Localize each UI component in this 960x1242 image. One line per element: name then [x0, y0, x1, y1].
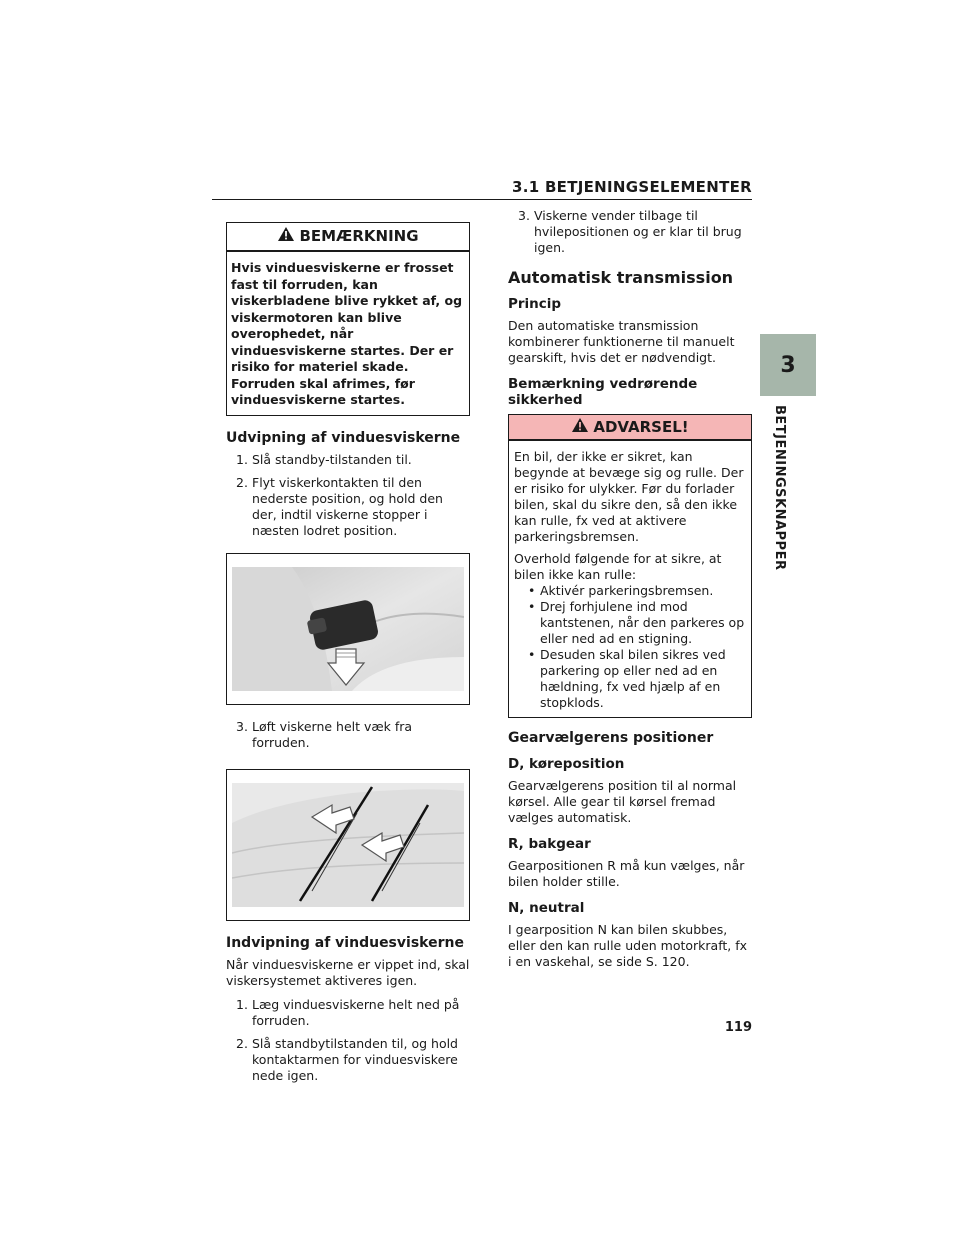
warning-box [508, 414, 752, 718]
fold-out-steps-continued [226, 719, 470, 751]
fold-in-intro: Når vinduesviskerne er vippet ind, skal viskersystemet aktiveres igen. [226, 956, 470, 988]
section-title: 3.1 BETJENINGSELEMENTER [511, 178, 752, 196]
warning-paragraph: En bil, der ikke er sikret, kan begynde at bevæge sig og rulle. Der er risiko for ulykker. Før du forlader bilen, skal du sikre den, så den ikke kan rulle, fx ved at aktivere parkeringsbremsen. [514, 449, 744, 544]
automatic-transmission-heading: Automatisk transmission [508, 268, 734, 287]
notice-title: BEMÆRKNING [299, 226, 419, 245]
neutral-text: I gearposition N kan bilen skubbes, eller den kan rulle uden motorkraft, fx i en vaskehal, se side S. 120. [508, 922, 748, 969]
notice-box [226, 222, 470, 416]
list-item: 1. Læg vinduesviskerne helt ned på forruden. [236, 996, 460, 1028]
list-item: • Drej forhjulene ind mod kantstenen, når den parkeres op eller ned ad en stigning. [514, 599, 746, 647]
right-column [508, 208, 752, 978]
warning-header [509, 415, 751, 441]
chapter-tab [760, 334, 816, 396]
warning-triangle-icon [277, 226, 295, 245]
drive-heading: D, køreposition [508, 756, 625, 772]
chapter-name: BETJENINGSKNAPPER [772, 405, 787, 571]
fold-out-steps [226, 452, 470, 539]
notice-body: Hvis vinduesviskerne er frosset fast til forruden, kan viskerbladene blive rykket af, og viskermotoren kan blive overophedet, når vinduesviskerne startes. Der er risiko for materiel skade. Forruden skal afrimes, før vinduesviskerne startes. [231, 260, 463, 407]
list-item: 3. Viskerne vender tilbage til hvilepositionen og er klar til brug igen. [518, 208, 742, 255]
warning-paragraph: Overhold følgende for at sikre, at bilen ikke kan rulle: [514, 551, 722, 582]
list-item: • Aktivér parkeringsbremsen. [514, 583, 746, 599]
warning-body [509, 441, 751, 717]
list-item: • Desuden skal bilen sikres ved parkering op eller ned ad en hældning, fx ved hjælp af en stopklods. [514, 647, 746, 711]
warning-triangle-icon [571, 417, 589, 436]
list-item: 1. Slå standby-tilstanden til. [236, 451, 412, 467]
warning-bullets [514, 583, 746, 711]
header-divider [212, 199, 752, 200]
reverse-text: Gearpositionen R må kun vælges, når bilen holder stille. [508, 858, 745, 889]
fold-in-steps-continued [508, 208, 752, 256]
list-item: 3. Løft viskerne helt væk fra forruden. [236, 718, 413, 750]
page-number: 119 [724, 1020, 752, 1035]
principle-text: Den automatiske transmission kombinerer funktionerne til manuelt gearskift, hvis det er nødvendigt. [508, 318, 735, 365]
list-item: 2. Slå standbytilstanden til, og hold kontaktarmen for vinduesviskere nede igen. [236, 1035, 458, 1083]
chapter-number: 3 [780, 352, 796, 378]
neutral-heading: N, neutral [508, 900, 585, 916]
principle-heading: Princip [508, 296, 562, 312]
warning-title: ADVARSEL! [593, 417, 689, 436]
wiper-lift-illustration [226, 769, 470, 921]
notice-header [227, 223, 469, 252]
gear-positions-heading: Gearvælgerens positioner [508, 730, 714, 746]
fold-in-heading: Indvipning af vinduesviskerne [226, 934, 464, 951]
fold-out-heading: Udvipning af vinduesviskerne [226, 429, 461, 446]
left-column [226, 222, 470, 1091]
drive-text: Gearvælgerens position til al normal kørsel. Alle gear til kørsel fremad vælges automatisk. [508, 778, 737, 825]
wiper-stalk-illustration [226, 553, 470, 705]
list-item: 2. Flyt viskerkontakten til den nederste position, og hold den der, indtil viskerne stopper i næsten lodret position. [236, 474, 443, 538]
reverse-heading: R, bakgear [508, 836, 591, 852]
fold-in-steps [226, 997, 470, 1084]
safety-heading: Bemærkning vedrørende sikkerhed [508, 376, 698, 408]
